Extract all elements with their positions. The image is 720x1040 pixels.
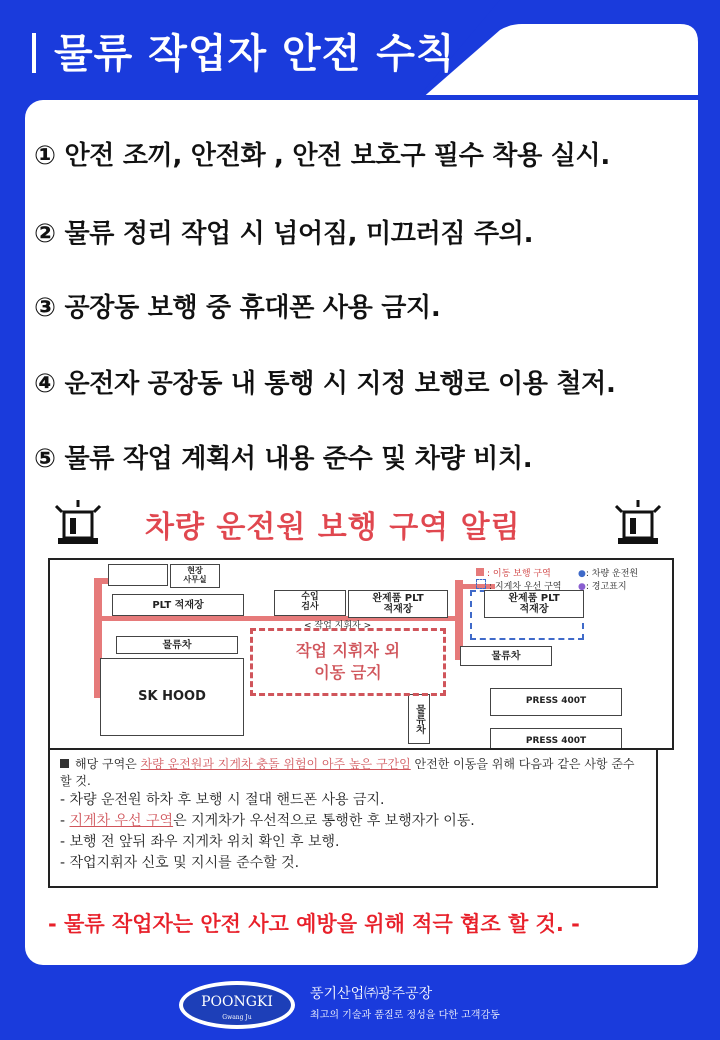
notice-intro: 해당 구역은 차량 운전원과 지게차 충돌 위험이 아주 높은 구간임 안전한 이동을 위해 다음과 같은 사항 준수할 것. <box>60 757 635 788</box>
rack-box <box>108 564 168 586</box>
poongki-logo <box>178 980 296 1030</box>
truck-box-1: 물류차 <box>116 636 238 654</box>
siren-icon-left <box>50 498 106 546</box>
restrict-line-1: 작업 지휘자 외 <box>296 640 400 660</box>
rule-3: ③ 공장동 보행 중 휴대폰 사용 금지. <box>34 293 441 323</box>
restrict-line-2: 이동 금지 <box>314 663 382 682</box>
notice-title: 차량 운전원 보행 구역 알림 <box>145 510 521 545</box>
rule-4: ④ 운전자 공장동 내 통행 시 지정 보행로 이용 철저. <box>34 369 616 399</box>
square-bullet-icon <box>60 759 69 768</box>
plt-box: PLT 적재장 <box>112 594 244 616</box>
truck-box-2: 물류차 <box>460 646 552 666</box>
supervisor-tag: < 작업 지휘자 > <box>304 621 372 631</box>
legend-forklift: : 지게차 우선 구역 <box>476 579 561 592</box>
inspection-box: 수입 검사 <box>274 590 346 616</box>
vehicle-notice <box>40 490 680 900</box>
company-name: 풍기산업㈜광주공장 <box>310 986 433 1002</box>
notice-item-4: - 작업지휘자 신호 및 지시를 준수할 것. <box>60 854 300 871</box>
truck-box-3: 물류차 <box>408 694 430 744</box>
office-box: 현장 사무실 <box>170 564 220 588</box>
finished-plt-box-1: 완제품 PLT 적재장 <box>348 590 448 618</box>
notice-item-1: - 차량 운전원 하차 후 보행 시 절대 핸드폰 사용 금지. <box>60 791 385 808</box>
legend-driver: ●: 차량 운전원 <box>578 569 639 579</box>
zone-map <box>48 558 674 750</box>
press-box-2: PRESS 400T <box>490 728 622 750</box>
notice-item-3: - 보행 전 앞뒤 좌우 지게차 위치 확인 후 보행. <box>60 833 340 850</box>
svg-text:POONGKI: POONGKI <box>201 994 273 1010</box>
rule-5: ⑤ 물류 작업 계획서 내용 준수 및 차량 비치. <box>34 444 533 474</box>
sk-hood-box: SK HOOD <box>100 658 244 736</box>
rule-2: ② 물류 정리 작업 시 넘어짐, 미끄러짐 주의. <box>34 219 534 249</box>
legend-warning: ●: 경고표지 <box>578 582 627 592</box>
notice-text <box>48 748 658 888</box>
restricted-zone <box>250 628 446 696</box>
finished-plt-box-2: 완제품 PLT 적재장 <box>484 590 584 618</box>
footer-note: - 물류 작업자는 안전 사고 예방을 위해 적극 협조 할 것. - <box>48 912 580 936</box>
legend-walk: : 이동 보행 구역 <box>476 566 551 579</box>
company-slogan: 최고의 기술과 품질로 정성을 다한 고객감동 <box>310 1010 500 1021</box>
siren-icon-right <box>610 498 666 546</box>
press-box-1: PRESS 400T <box>490 688 622 716</box>
svg-text:Gwang Ju: Gwang Ju <box>222 1014 252 1021</box>
title-bar <box>32 33 36 73</box>
notice-item-2: - 지게차 우선 구역은 지게차가 우선적으로 통행한 후 보행자가 이동. <box>60 812 475 829</box>
page-title-text: 물류 작업자 안전 수칙 <box>54 31 456 77</box>
rule-1: ① 안전 조끼, 안전화 , 안전 보호구 필수 착용 실시. <box>34 141 610 171</box>
page-title <box>32 22 456 79</box>
